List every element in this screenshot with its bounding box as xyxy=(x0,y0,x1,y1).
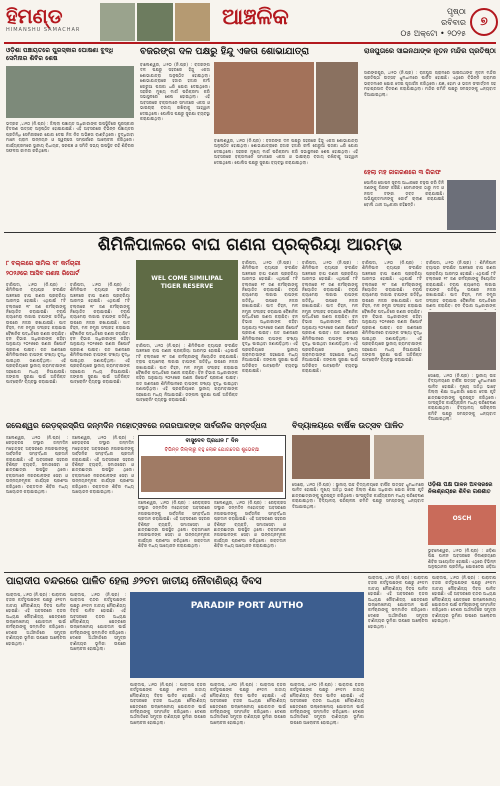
story4-box-title: ବାସୁଦେବ ପ୍ରଧାନ ୮ ଦିନ xyxy=(185,438,239,444)
story1-headline: ଓଡ଼ିଶା ପଞ୍ଚାୟତରେ ପୁରସ୍କାର ଘୋଷଣା ବୁଦ୍ଧି ସେମିନାର ଶିବିର ଶେଷ xyxy=(6,47,114,62)
story2-photo-portrait xyxy=(316,62,358,134)
masthead-photo xyxy=(175,3,210,41)
story5-photo-3 xyxy=(428,312,496,370)
story2-body: ବାଲେଶ୍ୱର, ୪ା୧୦ (ନି.ପ୍ର) : ବଜରଙ୍ଗ ଦଳ ପକ୍ଷରୁ ସହରରେ ହିନ୍ଦୁ ଏକତା ଶୋଭାଯାତ୍ରା ଅନୁଷ୍ଠିତ ହୋଇଥିଲା। ଶୋଭାଯାତ୍ରାରେ ହଜାର ହଜାର କର୍ମୀ ଗେରୁଆ ପତାକା ଧରି ଯୋଗ ଦେଇଥିଲେ। ସହରର ମୁଖ୍ୟ ମାର୍ଗ ପରିକ୍ରମା କରି ସଭାସ୍ଥଳରେ ଶେଷ ହୋଇଥିଲା। ଏହି ଅବସରରେ ବକ୍ତାମାନେ ସମାଜରେ ଏକତା ଓ ଭାଇଚାରା ବଜାୟ ରଖିବାକୁ ଆହ୍ୱାନ ଦେଇଥିଲେ। ପୋଲିସ ପକ୍ଷରୁ ସୁରକ୍ଷା ବ୍ୟବସ୍ଥା କରାଯାଇଥିଲା। xyxy=(140,62,210,122)
story6-banner: OSCH xyxy=(452,515,472,522)
story2-body-cont: ବାଲେଶ୍ୱର, ୪ା୧୦ (ନି.ପ୍ର) : ବଜରଙ୍ଗ ଦଳ ପକ୍ଷରୁ ସହରରେ ହିନ୍ଦୁ ଏକତା ଶୋଭାଯାତ୍ରା ଅନୁଷ୍ଠିତ ହୋଇଥିଲା। ଶୋଭାଯାତ୍ରାରେ ହଜାର ହଜାର କର୍ମୀ ଗେରୁଆ ପତାକା ଧରି ଯୋଗ ଦେଇଥିଲେ। ସହରର ମୁଖ୍ୟ ମାର୍ଗ ପରିକ୍ରମା କରି ସଭାସ୍ଥଳରେ ଶେଷ ହୋଇଥିଲା। ଏହି ଅବସରରେ ବକ୍ତାମାନେ ସମାଜରେ ଏକତା ଓ ଭାଇଚାରା ବଜାୟ ରଖିବାକୁ ଆହ୍ୱାନ ଦେଇଥିଲେ। ପୋଲିସ ପକ୍ଷରୁ ସୁରକ୍ଷା ବ୍ୟବସ୍ଥା କରାଯାଇଥିଲା। xyxy=(214,138,358,165)
story7-body-col2: ପାରାଦୀପ, ୪ା୧୦ (ନି.ପ୍ର) : ପାରାଦୀପ ବନ୍ଦର କର୍ତ୍ତୃପକ୍ଷଙ୍କ ପକ୍ଷରୁ ୬୨ତମ ଜାତୀୟ ନୌବାଣିଜ୍ୟ ଦିବସ ପାଳିତ ହୋଇଛି। ଏହି ଅବସରରେ ବନ୍ଦର ଅଧ୍ୟକ୍ଷ ନୌବାଣିଜ୍ୟ କ୍ଷେତ୍ରରେ ଉଲ୍ଲେଖନୀୟ ଯୋଗଦାନ ପାଇଁ କର୍ମଚାରୀଙ୍କୁ ସମ୍ମାନିତ କରିଥିଲେ। ଦେଶର ଅର୍ଥନୀତିରେ ସମୁଦ୍ର ବାଣିଜ୍ୟର ଭୂମିକା ଉପରେ ଆଲୋଚନା ହୋଇଥିଲା। xyxy=(70,592,126,652)
story5-photo-2 xyxy=(374,435,424,479)
story3-body: ସାରଙ୍ଗପୁର, ୪ା୧୦ (ନି.ପ୍ର) : ରାଜପୁତା ଗ୍ରାମରେ ସାଇନାଥଙ୍କ ନୂତନ ମନ୍ଦିର ପ୍ରତିଷ୍ଠା ଉତ୍ସବ ଧୁମଧାମରେ ପାଳିତ ହୋଇଛି। ଏଥିରେ ବିଭିନ୍ନ ଗ୍ରାମର ଭକ୍ତମାନେ ଯୋଗ ଦେଇ ପୂଜାର୍ଚ୍ଚନା କରିଥିଲେ। ଯଜ୍ଞ, ହୋମ ଓ ଭଜନ ସଂକୀର୍ତ୍ତନ ସହ ମହାପ୍ରସାଦ ବିତରଣ କରାଯାଇଥିଲା। ମନ୍ଦିର କମିଟି ପକ୍ଷରୁ ସମସ୍ତଙ୍କୁ ଧନ୍ୟବାଦ ଦିଆଯାଇଥିଲା। xyxy=(364,70,496,97)
masthead-photo xyxy=(137,3,172,41)
story4-box xyxy=(138,435,286,499)
story4-box-photo xyxy=(141,456,283,492)
story5-headline: ବିଦ୍ୟାଳୟରେ ବାର୍ଷିକ ଉତ୍ସବ ପାଳିତ xyxy=(292,421,404,430)
lead-body-col4: ବାରିପଦା, ୪ା୧୦ (ନି.ପ୍ର) : ଶିମିଳିପାଳ ବ୍ୟାଘ୍ର ସଂରକ୍ଷିତ ଅଞ୍ଚଳରେ ବାଘ ଗଣନା ପ୍ରକ୍ରିୟା ଆରମ୍ଭ ହୋଇଛି। ଏଥିପାଇଁ ୮ଟି ବଲ୍ଲରେ ୧୮ ଜଣ କର୍ମଚାରୀଙ୍କୁ ନିୟୋଜିତ କରାଯାଇଛି। ଟ୍ରାପ କ୍ୟାମେରା ଲଗାଇ ବାଘଙ୍କ ଗତିବିଧି ଉପରେ ନଜର ରଖାଯାଉଛି। ପାଦ ଚିହ୍ନ, ମଳ ନମୁନା ସଂଗ୍ରହ କରାଯାଇ ବୈଜ୍ଞାନିକ ପଦ୍ଧତିରେ ଗଣନା କରାଯିବ। ବନ ବିଭାଗ ଅଧିକାରୀଙ୍କ କହିବା ଅନୁଯାୟୀ ୨୦୨୬ରେ ଗଣନା ରିପୋର୍ଟ ପ୍ରକାଶ ପାଇବ। ଗତ ଗଣନାରେ ଶିମିଳିପାଳରେ ବାଘଙ୍କ ସଂଖ୍ୟା ବୃଦ୍ଧି ପାଇଥିବା ଜଣାପଡ଼ିଥିଲା। ଏହି ପ୍ରକ୍ରିୟାରେ ସ୍ଥାନୀୟ ଗ୍ରାମବାସୀଙ୍କ ସହଯୋଗ ମଧ୍ୟ ନିଆଯାଉଛି। ଜଙ୍ଗଲ ସୁରକ୍ଷା ପାଇଁ ଅତିରିକ୍ତ ପାଟ୍ରୋଲିଂ ବ୍ୟବସ୍ଥା କରାଯାଇଛି। xyxy=(242,260,298,374)
lead-body-col5: ବାରିପଦା, ୪ା୧୦ (ନି.ପ୍ର) : ଶିମିଳିପାଳ ବ୍ୟାଘ୍ର ସଂରକ୍ଷିତ ଅଞ୍ଚଳରେ ବାଘ ଗଣନା ପ୍ରକ୍ରିୟା ଆରମ୍ଭ ହୋଇଛି। ଏଥିପାଇଁ ୮ଟି ବଲ୍ଲରେ ୧୮ ଜଣ କର୍ମଚାରୀଙ୍କୁ ନିୟୋଜିତ କରାଯାଇଛି। ଟ୍ରାପ କ୍ୟାମେରା ଲଗାଇ ବାଘଙ୍କ ଗତିବିଧି ଉପରେ ନଜର ରଖାଯାଉଛି। ପାଦ ଚିହ୍ନ, ମଳ ନମୁନା ସଂଗ୍ରହ କରାଯାଇ ବୈଜ୍ଞାନିକ ପଦ୍ଧତିରେ ଗଣନା କରାଯିବ। ବନ ବିଭାଗ ଅଧିକାରୀଙ୍କ କହିବା ଅନୁଯାୟୀ ୨୦୨୬ରେ ଗଣନା ରିପୋର୍ଟ ପ୍ରକାଶ ପାଇବ। ଗତ ଗଣନାରେ ଶିମିଳିପାଳରେ ବାଘଙ୍କ ସଂଖ୍ୟା ବୃଦ୍ଧି ପାଇଥିବା ଜଣାପଡ଼ିଥିଲା। ଏହି ପ୍ରକ୍ରିୟାରେ ସ୍ଥାନୀୟ ଗ୍ରାମବାସୀଙ୍କ ସହଯୋଗ ମଧ୍ୟ ନିଆଯାଉଛି। ଜଙ୍ଗଲ ସୁରକ୍ଷା ପାଇଁ ଅତିରିକ୍ତ ପାଟ୍ରୋଲିଂ ବ୍ୟବସ୍ଥା କରାଯାଇଛି। xyxy=(302,260,358,374)
lead-rule xyxy=(4,232,496,233)
story6-photo xyxy=(428,505,496,545)
section-title: ଆଞ୍ଚଳିକ xyxy=(222,5,289,30)
story3b-body: ପୋଲିସ ଗୋପନ ସୂଚନା ଆଧାରରେ ଚଢ଼ଉ କରି ତିନି ଜଣଙ୍କୁ ଗିରଫ କରିଛି। ସେମାନଙ୍କ ଠାରୁ ମଦ ଓ ନଗଦ ଟଙ୍କା ଜବତ କରାଯାଇଛି। ଅଭିଯୁକ୍ତମାନଙ୍କୁ କୋର୍ଟ ଚାଲାଣ କରାଯାଇଛି ବୋଲି ଥାନା ଅଧିକାରୀ କହିଛନ୍ତି। xyxy=(364,180,444,207)
dateline xyxy=(356,6,466,39)
story6-body: ଭୁବନେଶ୍ୱର, ୪ା୧୦ (ନି.ପ୍ର) : ଓଡ଼ିଶା ପକ୍ଷ ପାଳନ ଅବସରରେ ନିଳାଶ୍ରୟରେ ଶିବିର ଆୟୋଜିତ ହୋଇଛି। ଏଥିରେ ବିଭିନ୍ନ ଅନୁଷ୍ଠାନର ପ୍ରତିନିଧି ଯୋଗଦେଇ ଓଡ଼ିଆ xyxy=(428,548,496,570)
masthead-logo-sub: HIMANSHU SAMACHAR xyxy=(6,27,81,33)
masthead-photos xyxy=(100,3,210,41)
story4-body-col4: ଜଲେଶ୍ୱର, ୪ା୧୦ (ନି.ପ୍ର) : ରେଡ଼କ୍ରସ ସଂସ୍ଥାର ଜନ୍ମଦିନ ମହୋତ୍ସବ ଅବସରରେ ନଗରପାଳଙ୍କୁ ସାର୍ବଜନିକ ସମ୍ବର୍ଦ୍ଧନା ପ୍ରଦାନ କରାଯାଇଛି। ଏହି ଅବସରରେ ସହରର ବିଶିଷ୍ଟ ବ୍ୟକ୍ତି, ସମାଜସେବୀ ଓ ଛାତ୍ରଛାତ୍ରୀ ଉପସ୍ଥିତ ଥିଲେ। ବକ୍ତାମାନେ ନଗରପାଳଙ୍କ ସେବା ଓ ଉନ୍ନୟନମୂଳକ କାର୍ଯ୍ୟର ପ୍ରଶଂସା କରିଥିଲେ। ରକ୍ତଦାନ ଶିବିର ମଧ୍ୟ ଆୟୋଜନ କରାଯାଇଥିଲା। xyxy=(214,500,286,549)
story7-body-col4: ପାରାଦୀପ, ୪ା୧୦ (ନି.ପ୍ର) : ପାରାଦୀପ ବନ୍ଦର କର୍ତ୍ତୃପକ୍ଷଙ୍କ ପକ୍ଷରୁ ୬୨ତମ ଜାତୀୟ ନୌବାଣିଜ୍ୟ ଦିବସ ପାଳିତ ହୋଇଛି। ଏହି ଅବସରରେ ବନ୍ଦର ଅଧ୍ୟକ୍ଷ ନୌବାଣିଜ୍ୟ କ୍ଷେତ୍ରରେ ଉଲ୍ଲେଖନୀୟ ଯୋଗଦାନ ପାଇଁ କର୍ମଚାରୀଙ୍କୁ ସମ୍ମାନିତ କରିଥିଲେ। ଦେଶର ଅର୍ଥନୀତିରେ ସମୁଦ୍ର ବାଣିଜ୍ୟର ଭୂମିକା ଉପରେ ଆଲୋଚନା ହୋଇଥିଲା। xyxy=(210,682,286,725)
lead-kicker-1: ୮ ବଲ୍ଲରେ ସାମିଲ ୧୮ କର୍ମଚାରୀ xyxy=(6,260,81,267)
lead-body-col1: ବାରିପଦା, ୪ା୧୦ (ନି.ପ୍ର) : ଶିମିଳିପାଳ ବ୍ୟାଘ୍ର ସଂରକ୍ଷିତ ଅଞ୍ଚଳରେ ବାଘ ଗଣନା ପ୍ରକ୍ରିୟା ଆରମ୍ଭ ହୋଇଛି। ଏଥିପାଇଁ ୮ଟି ବଲ୍ଲରେ ୧୮ ଜଣ କର୍ମଚାରୀଙ୍କୁ ନିୟୋଜିତ କରାଯାଇଛି। ଟ୍ରାପ କ୍ୟାମେରା ଲଗାଇ ବାଘଙ୍କ ଗତିବିଧି ଉପରେ ନଜର ରଖାଯାଉଛି। ପାଦ ଚିହ୍ନ, ମଳ ନମୁନା ସଂଗ୍ରହ କରାଯାଇ ବୈଜ୍ଞାନିକ ପଦ୍ଧତିରେ ଗଣନା କରାଯିବ। ବନ ବିଭାଗ ଅଧିକାରୀଙ୍କ କହିବା ଅନୁଯାୟୀ ୨୦୨୬ରେ ଗଣନା ରିପୋର୍ଟ ପ୍ରକାଶ ପାଇବ। ଗତ ଗଣନାରେ ଶିମିଳିପାଳରେ ବାଘଙ୍କ ସଂଖ୍ୟା ବୃଦ୍ଧି ପାଇଥିବା ଜଣାପଡ଼ିଥିଲା। ଏହି ପ୍ରକ୍ରିୟାରେ ସ୍ଥାନୀୟ ଗ୍ରାମବାସୀଙ୍କ ସହଯୋଗ ମଧ୍ୟ ନିଆଯାଉଛି। ଜଙ୍ଗଲ ସୁରକ୍ଷା ପାଇଁ ଅତିରିକ୍ତ ପାଟ୍ରୋଲିଂ ବ୍ୟବସ୍ଥା କରାଯାଇଛି। xyxy=(6,282,66,385)
lead-body-col2: ବାରିପଦା, ୪ା୧୦ (ନି.ପ୍ର) : ଶିମିଳିପାଳ ବ୍ୟାଘ୍ର ସଂରକ୍ଷିତ ଅଞ୍ଚଳରେ ବାଘ ଗଣନା ପ୍ରକ୍ରିୟା ଆରମ୍ଭ ହୋଇଛି। ଏଥିପାଇଁ ୮ଟି ବଲ୍ଲରେ ୧୮ ଜଣ କର୍ମଚାରୀଙ୍କୁ ନିୟୋଜିତ କରାଯାଇଛି। ଟ୍ରାପ କ୍ୟାମେରା ଲଗାଇ ବାଘଙ୍କ ଗତିବିଧି ଉପରେ ନଜର ରଖାଯାଉଛି। ପାଦ ଚିହ୍ନ, ମଳ ନମୁନା ସଂଗ୍ରହ କରାଯାଇ ବୈଜ୍ଞାନିକ ପଦ୍ଧତିରେ ଗଣନା କରାଯିବ। ବନ ବିଭାଗ ଅଧିକାରୀଙ୍କ କହିବା ଅନୁଯାୟୀ ୨୦୨୬ରେ ଗଣନା ରିପୋର୍ଟ ପ୍ରକାଶ ପାଇବ। ଗତ ଗଣନାରେ ଶିମିଳିପାଳରେ ବାଘଙ୍କ ସଂଖ୍ୟା ବୃଦ୍ଧି ପାଇଥିବା ଜଣାପଡ଼ିଥିଲା। ଏହି ପ୍ରକ୍ରିୟାରେ ସ୍ଥାନୀୟ ଗ୍ରାମବାସୀଙ୍କ ସହଯୋଗ ମଧ୍ୟ ନିଆଯାଉଛି। ଜଙ୍ଗଲ ସୁରକ୍ଷା ପାଇଁ ଅତିରିକ୍ତ ପାଟ୍ରୋଲିଂ ବ୍ୟବସ୍ଥା କରାଯାଇଛି। xyxy=(70,282,130,385)
lead-headline: ଶିମିଳିପାଳରେ ବାଘ ଗଣନା ପ୍ରକ୍ରିୟା ଆରମ୍ଭ xyxy=(97,235,403,255)
story4-box-line: ବିଭିନ୍ନ ଜିଲ୍ଲାରୁ ବହୁ ଲୋକ ଯୋଗଦେଇ ଶୁଭେଚ୍ଛା xyxy=(164,447,260,453)
story7-body-col7: ପାରାଦୀପ, ୪ା୧୦ (ନି.ପ୍ର) : ପାରାଦୀପ ବନ୍ଦର କର୍ତ୍ତୃପକ୍ଷଙ୍କ ପକ୍ଷରୁ ୬୨ତମ ଜାତୀୟ ନୌବାଣିଜ୍ୟ ଦିବସ ପାଳିତ ହୋଇଛି। ଏହି ଅବସରରେ ବନ୍ଦର ଅଧ୍ୟକ୍ଷ ନୌବାଣିଜ୍ୟ କ୍ଷେତ୍ରରେ ଉଲ୍ଲେଖନୀୟ ଯୋଗଦାନ ପାଇଁ କର୍ମଚାରୀଙ୍କୁ ସମ୍ମାନିତ କରିଥିଲେ। ଦେଶର ଅର୍ଥନୀତିରେ ସମୁଦ୍ର ବାଣିଜ୍ୟର ଭୂମିକା ଉପରେ ଆଲୋଚନା ହୋଇଥିଲା। xyxy=(432,575,496,624)
story1-body: ଭଦ୍ରକ ,୪ା୧୦ (ନି.ପ୍ର) : ଜିଲ୍ଲା ପଞ୍ଚାୟତ ଅଧିକାରୀଙ୍କ ଉପସ୍ଥିତିରେ ପୁରସ୍କାର ବିତରଣ ଉତ୍ସବ ଅନୁଷ୍ଠିତ ହୋଇଯାଇଛି। ଏହି ଅବସରରେ ବିଭିନ୍ନ ପଞ୍ଚାୟତର ପ୍ରତିନିଧି ସେମିନାରରେ ଯୋଗ ଦେଇ ନିଜ ନିଜ ଅଭିଜ୍ଞତା ବାଣ୍ଟିଥିଲେ। ବୁଦ୍ଧିଜୀବୀ ମାନେ ଗ୍ରାମ ଉନ୍ନୟନ ଓ ସ୍ୱଚ୍ଛତା ସମ୍ପର୍କରେ ଆଲୋଚନା କରିଥିଲେ। କାର୍ଯ୍ୟକ୍ରମରେ ସ୍ଥାନୀୟ ବିଧାୟକ, ସରପଞ୍ଚ ଓ ସମିତି ସଭ୍ୟ ଉପସ୍ଥିତ ରହି ଶିବିରର ସଫଳତା କାମନା କରିଥିଲେ। xyxy=(6,121,134,154)
story7-body-col5: ପାରାଦୀପ, ୪ା୧୦ (ନି.ପ୍ର) : ପାରାଦୀପ ବନ୍ଦର କର୍ତ୍ତୃପକ୍ଷଙ୍କ ପକ୍ଷରୁ ୬୨ତମ ଜାତୀୟ ନୌବାଣିଜ୍ୟ ଦିବସ ପାଳିତ ହୋଇଛି। ଏହି ଅବସରରେ ବନ୍ଦର ଅଧ୍ୟକ୍ଷ ନୌବାଣିଜ୍ୟ କ୍ଷେତ୍ରରେ ଉଲ୍ଲେଖନୀୟ ଯୋଗଦାନ ପାଇଁ କର୍ମଚାରୀଙ୍କୁ ସମ୍ମାନିତ କରିଥିଲେ। ଦେଶର ଅର୍ଥନୀତିରେ ସମୁଦ୍ର ବାଣିଜ୍ୟର ଭୂମିକା ଉପରେ ଆଲୋଚନା ହୋଇଥିଲା। xyxy=(290,682,364,725)
story3-subheadline: ହେଲା ମହ ଜାଗରଣରେ ୩ ଗିରଫ xyxy=(364,169,441,176)
lead-body-col3: ବାରିପଦା, ୪ା୧୦ (ନି.ପ୍ର) : ଶିମିଳିପାଳ ବ୍ୟାଘ୍ର ସଂରକ୍ଷିତ ଅଞ୍ଚଳରେ ବାଘ ଗଣନା ପ୍ରକ୍ରିୟା ଆରମ୍ଭ ହୋଇଛି। ଏଥିପାଇଁ ୮ଟି ବଲ୍ଲରେ ୧୮ ଜଣ କର୍ମଚାରୀଙ୍କୁ ନିୟୋଜିତ କରାଯାଇଛି। ଟ୍ରାପ କ୍ୟାମେରା ଲଗାଇ ବାଘଙ୍କ ଗତିବିଧି ଉପରେ ନଜର ରଖାଯାଉଛି। ପାଦ ଚିହ୍ନ, ମଳ ନମୁନା ସଂଗ୍ରହ କରାଯାଇ ବୈଜ୍ଞାନିକ ପଦ୍ଧତିରେ ଗଣନା କରାଯିବ। ବନ ବିଭାଗ ଅଧିକାରୀଙ୍କ କହିବା ଅନୁଯାୟୀ ୨୦୨୬ରେ ଗଣନା ରିପୋର୍ଟ ପ୍ରକାଶ ପାଇବ। ଗତ ଗଣନାରେ ଶିମିଳିପାଳରେ ବାଘଙ୍କ ସଂଖ୍ୟା ବୃଦ୍ଧି ପାଇଥିବା ଜଣାପଡ଼ିଥିଲା। ଏହି ପ୍ରକ୍ରିୟାରେ ସ୍ଥାନୀୟ ଗ୍ରାମବାସୀଙ୍କ ସହଯୋଗ ମଧ୍ୟ ନିଆଯାଉଛି। ଜଙ୍ଗଲ ସୁରକ୍ଷା ପାଇଁ ଅତିରିକ୍ତ ପାଟ୍ରୋଲିଂ ବ୍ୟବସ୍ଥା କରାଯାଇଛି। xyxy=(136,343,238,403)
story4-body-col3: ଜଲେଶ୍ୱର, ୪ା୧୦ (ନି.ପ୍ର) : ରେଡ଼କ୍ରସ ସଂସ୍ଥାର ଜନ୍ମଦିନ ମହୋତ୍ସବ ଅବସରରେ ନଗରପାଳଙ୍କୁ ସାର୍ବଜନିକ ସମ୍ବର୍ଦ୍ଧନା ପ୍ରଦାନ କରାଯାଇଛି। ଏହି ଅବସରରେ ସହରର ବିଶିଷ୍ଟ ବ୍ୟକ୍ତି, ସମାଜସେବୀ ଓ ଛାତ୍ରଛାତ୍ରୀ ଉପସ୍ଥିତ ଥିଲେ। ବକ୍ତାମାନେ ନଗରପାଳଙ୍କ ସେବା ଓ ଉନ୍ନୟନମୂଳକ କାର୍ଯ୍ୟର ପ୍ରଶଂସା କରିଥିଲେ। ରକ୍ତଦାନ ଶିବିର ମଧ୍ୟ ଆୟୋଜନ କରାଯାଇଥିଲା। xyxy=(138,500,210,549)
story7-body-col3: ପାରାଦୀପ, ୪ା୧୦ (ନି.ପ୍ର) : ପାରାଦୀପ ବନ୍ଦର କର୍ତ୍ତୃପକ୍ଷଙ୍କ ପକ୍ଷରୁ ୬୨ତମ ଜାତୀୟ ନୌବାଣିଜ୍ୟ ଦିବସ ପାଳିତ ହୋଇଛି। ଏହି ଅବସରରେ ବନ୍ଦର ଅଧ୍ୟକ୍ଷ ନୌବାଣିଜ୍ୟ କ୍ଷେତ୍ରରେ ଉଲ୍ଲେଖନୀୟ ଯୋଗଦାନ ପାଇଁ କର୍ମଚାରୀଙ୍କୁ ସମ୍ମାନିତ କରିଥିଲେ। ଦେଶର ଅର୍ଥନୀତିରେ ସମୁଦ୍ର ବାଣିଜ୍ୟର ଭୂମିକା ଉପରେ ଆଲୋଚନା ହୋଇଥିଲା। xyxy=(130,682,206,725)
day: ରବିବାର xyxy=(441,18,466,27)
story5-photo-1 xyxy=(292,435,370,479)
lead-photo xyxy=(136,260,238,340)
story6-headline: ଓଡ଼ିଶା ପକ୍ଷ ପାଳନ ଅବସରରେ ନିଳାଶ୍ରୟରେ ଶିବିର ଗଣଶୀତ xyxy=(428,482,493,495)
story3-headline: ରାଜପୁତାରେ ସାଇନଥାଙ୍କ ନୂତନ ମନ୍ଦିର ପ୍ରତିଷ୍ଠା xyxy=(364,47,496,55)
story7-banner: PARADIP PORT AUTHO xyxy=(190,601,304,611)
story2-photo-group xyxy=(214,62,314,134)
story4-body-col2: ଜଲେଶ୍ୱର, ୪ା୧୦ (ନି.ପ୍ର) : ରେଡ଼କ୍ରସ ସଂସ୍ଥାର ଜନ୍ମଦିନ ମହୋତ୍ସବ ଅବସରରେ ନଗରପାଳଙ୍କୁ ସାର୍ବଜନିକ ସମ୍ବର୍ଦ୍ଧନା ପ୍ରଦାନ କରାଯାଇଛି। ଏହି ଅବସରରେ ସହରର ବିଶିଷ୍ଟ ବ୍ୟକ୍ତି, ସମାଜସେବୀ ଓ ଛାତ୍ରଛାତ୍ରୀ ଉପସ୍ଥିତ ଥିଲେ। ବକ୍ତାମାନେ ନଗରପାଳଙ୍କ ସେବା ଓ ଉନ୍ନୟନମୂଳକ କାର୍ଯ୍ୟର ପ୍ରଶଂସା କରିଥିଲେ। ରକ୍ତଦାନ ଶିବିର ମଧ୍ୟ ଆୟୋଜନ କରାଯାଇଥିଲା। xyxy=(72,435,134,495)
masthead-rule xyxy=(4,42,496,44)
lead-photo-sign: WEL COME SIMILIPAL TIGER RESERVE xyxy=(151,275,223,290)
story4-headline: ଜଲେଶ୍ୱର ରେଡ଼କ୍ରସ୍ରିପ ଜନ୍ମଦିନ ମହୋତ୍ସବରେ ନଗରପାଳଙ୍କ ସାର୍ବଜନିକ ସମ୍ବର୍ଦ୍ଧନା xyxy=(6,421,267,430)
lead-body-col7: ବାରିପଦା, ୪ା୧୦ (ନି.ପ୍ର) : ଶିମିଳିପାଳ ବ୍ୟାଘ୍ର ସଂରକ୍ଷିତ ଅଞ୍ଚଳରେ ବାଘ ଗଣନା ପ୍ରକ୍ରିୟା ଆରମ୍ଭ ହୋଇଛି। ଏଥିପାଇଁ ୮ଟି ବଲ୍ଲରେ ୧୮ ଜଣ କର୍ମଚାରୀଙ୍କୁ ନିୟୋଜିତ କରାଯାଇଛି। ଟ୍ରାପ କ୍ୟାମେରା ଲଗାଇ ବାଘଙ୍କ ଗତିବିଧି ଉପରେ ନଜର ରଖାଯାଉଛି। ପାଦ ଚିହ୍ନ, ମଳ ନମୁନା ସଂଗ୍ରହ କରାଯାଇ ବୈଜ୍ଞାନିକ ପଦ୍ଧତିରେ ଗଣନା କରାଯିବ। ବନ ବିଭାଗ ଅଧିକାରୀଙ୍କ xyxy=(426,260,496,309)
date: ୦୫ ଅକ୍ଟୋ • ୨୦୨୫ xyxy=(400,29,466,38)
lead-body-col6: ବାରିପଦା, ୪ା୧୦ (ନି.ପ୍ର) : ଶିମିଳିପାଳ ବ୍ୟାଘ୍ର ସଂରକ୍ଷିତ ଅଞ୍ଚଳରେ ବାଘ ଗଣନା ପ୍ରକ୍ରିୟା ଆରମ୍ଭ ହୋଇଛି। ଏଥିପାଇଁ ୮ଟି ବଲ୍ଲରେ ୧୮ ଜଣ କର୍ମଚାରୀଙ୍କୁ ନିୟୋଜିତ କରାଯାଇଛି। ଟ୍ରାପ କ୍ୟାମେରା ଲଗାଇ ବାଘଙ୍କ ଗତିବିଧି ଉପରେ ନଜର ରଖାଯାଉଛି। ପାଦ ଚିହ୍ନ, ମଳ ନମୁନା ସଂଗ୍ରହ କରାଯାଇ ବୈଜ୍ଞାନିକ ପଦ୍ଧତିରେ ଗଣନା କରାଯିବ। ବନ ବିଭାଗ ଅଧିକାରୀଙ୍କ କହିବା ଅନୁଯାୟୀ ୨୦୨୬ରେ ଗଣନା ରିପୋର୍ଟ ପ୍ରକାଶ ପାଇବ। ଗତ ଗଣନାରେ ଶିମିଳିପାଳରେ ବାଘଙ୍କ ସଂଖ୍ୟା ବୃଦ୍ଧି ପାଇଥିବା ଜଣାପଡ଼ିଥିଲା। ଏହି ପ୍ରକ୍ରିୟାରେ ସ୍ଥାନୀୟ ଗ୍ରାମବାସୀଙ୍କ ସହଯୋଗ ମଧ୍ୟ ନିଆଯାଉଛି। ଜଙ୍ଗଲ ସୁରକ୍ଷା ପାଇଁ ଅତିରିକ୍ତ ପାଟ୍ରୋଲିଂ ବ୍ୟବସ୍ଥା କରାଯାଇଛି। xyxy=(362,260,422,363)
story5-body: ସୋରୋ, ୪ା୧୦ (ନି.ପ୍ର) : ସ୍ଥାନୀୟ ଉଚ୍ଚ ବିଦ୍ୟାଳୟରେ ବାର୍ଷିକ ଉତ୍ସବ ଧୁମଧାମରେ ପାଳିତ ହୋଇଛି। ମୁଖ୍ୟ ଅତିଥି ଭାବେ ଜିଲ୍ଲା ଶିକ୍ଷା ଅଧିକାରୀ ଯୋଗ ଦେଇ କୃତି ଛାତ୍ରଛାତ୍ରୀଙ୍କୁ ପୁରସ୍କୃତ କରିଥିଲେ। ସାଂସ୍କୃତିକ କାର୍ଯ୍ୟକ୍ରମ ମଧ୍ୟ ପରିବେଷଣ କରାଯାଇଥିଲା। ବିଦ୍ୟାଳୟ ପରିଚାଳନା କମିଟି ପକ୍ଷରୁ ସମସ୍ତଙ୍କୁ ଧନ୍ୟବାଦ ଦିଆଯାଇଥିଲା। xyxy=(292,482,424,509)
story3b-photo xyxy=(447,180,496,230)
story7-headline: ପାରାଦୀପ ବନ୍ଦରରେ ପାଳିତ ହେଲା ୬୨ତମ ଜାତୀୟ ନୌବାଣିଜ୍ୟ ଦିବସ xyxy=(6,576,262,587)
bottom-rule xyxy=(4,572,496,573)
lead-kicker-2: ୨୦୨୬ରେ ଆସିବ ଗଣନା ରିପୋର୍ଟ xyxy=(6,270,80,277)
masthead-logo: ହିମଣ୍ଡ xyxy=(6,4,63,28)
masthead-photo xyxy=(100,3,135,41)
story5-body-side: ସୋରୋ, ୪ା୧୦ (ନି.ପ୍ର) : ସ୍ଥାନୀୟ ଉଚ୍ଚ ବିଦ୍ୟାଳୟରେ ବାର୍ଷିକ ଉତ୍ସବ ଧୁମଧାମରେ ପାଳିତ ହୋଇଛି। ମୁଖ୍ୟ ଅତିଥି ଭାବେ ଜିଲ୍ଲା ଶିକ୍ଷା ଅଧିକାରୀ ଯୋଗ ଦେଇ କୃତି ଛାତ୍ରଛାତ୍ରୀଙ୍କୁ ପୁରସ୍କୃତ କରିଥିଲେ। ସାଂସ୍କୃତିକ କାର୍ଯ୍ୟକ୍ରମ ମଧ୍ୟ ପରିବେଷଣ କରାଯାଇଥିଲା। ବିଦ୍ୟାଳୟ ପରିଚାଳନା କମିଟି ପକ୍ଷରୁ ସମସ୍ତଙ୍କୁ ଧନ୍ୟବାଦ ଦିଆଯାଇଥିଲା। xyxy=(428,373,496,422)
story4-body-col1: ଜଲେଶ୍ୱର, ୪ା୧୦ (ନି.ପ୍ର) : ରେଡ଼କ୍ରସ ସଂସ୍ଥାର ଜନ୍ମଦିନ ମହୋତ୍ସବ ଅବସରରେ ନଗରପାଳଙ୍କୁ ସାର୍ବଜନିକ ସମ୍ବର୍ଦ୍ଧନା ପ୍ରଦାନ କରାଯାଇଛି। ଏହି ଅବସରରେ ସହରର ବିଶିଷ୍ଟ ବ୍ୟକ୍ତି, ସମାଜସେବୀ ଓ ଛାତ୍ରଛାତ୍ରୀ ଉପସ୍ଥିତ ଥିଲେ। ବକ୍ତାମାନେ ନଗରପାଳଙ୍କ ସେବା ଓ ଉନ୍ନୟନମୂଳକ କାର୍ଯ୍ୟର ପ୍ରଶଂସା କରିଥିଲେ। ରକ୍ତଦାନ ଶିବିର ମଧ୍ୟ ଆୟୋଜନ କରାଯାଇଥିଲା। xyxy=(6,435,68,495)
story7-body-col6: ପାରାଦୀପ, ୪ା୧୦ (ନି.ପ୍ର) : ପାରାଦୀପ ବନ୍ଦର କର୍ତ୍ତୃପକ୍ଷଙ୍କ ପକ୍ଷରୁ ୬୨ତମ ଜାତୀୟ ନୌବାଣିଜ୍ୟ ଦିବସ ପାଳିତ ହୋଇଛି। ଏହି ଅବସରରେ ବନ୍ଦର ଅଧ୍ୟକ୍ଷ ନୌବାଣିଜ୍ୟ କ୍ଷେତ୍ରରେ ଉଲ୍ଲେଖନୀୟ ଯୋଗଦାନ ପାଇଁ କର୍ମଚାରୀଙ୍କୁ ସମ୍ମାନିତ କରିଥିଲେ। ଦେଶର ଅର୍ଥନୀତିରେ ସମୁଦ୍ର ବାଣିଜ୍ୟର ଭୂମିକା ଉପରେ ଆଲୋଚନା ହୋଇଥିଲା। xyxy=(368,575,428,629)
page-label: ପୃଷ୍ଠା xyxy=(446,7,466,16)
story7-body-col1: ପାରାଦୀପ, ୪ା୧୦ (ନି.ପ୍ର) : ପାରାଦୀପ ବନ୍ଦର କର୍ତ୍ତୃପକ୍ଷଙ୍କ ପକ୍ଷରୁ ୬୨ତମ ଜାତୀୟ ନୌବାଣିଜ୍ୟ ଦିବସ ପାଳିତ ହୋଇଛି। ଏହି ଅବସରରେ ବନ୍ଦର ଅଧ୍ୟକ୍ଷ ନୌବାଣିଜ୍ୟ କ୍ଷେତ୍ରରେ ଉଲ୍ଲେଖନୀୟ ଯୋଗଦାନ ପାଇଁ କର୍ମଚାରୀଙ୍କୁ ସମ୍ମାନିତ କରିଥିଲେ। ଦେଶର ଅର୍ଥନୀତିରେ ସମୁଦ୍ର ବାଣିଜ୍ୟର ଭୂମିକା ଉପରେ ଆଲୋଚନା ହୋଇଥିଲା। xyxy=(6,592,66,646)
story2-headline: ବଜରଙ୍ଗ ଦଳ ପକ୍ଷରୁ ହିନ୍ଦୁ ଏକତା ଶୋଭାଯାତ୍ରା xyxy=(140,46,310,57)
page-number: ୭ xyxy=(470,8,498,36)
story1-photo xyxy=(6,66,134,118)
